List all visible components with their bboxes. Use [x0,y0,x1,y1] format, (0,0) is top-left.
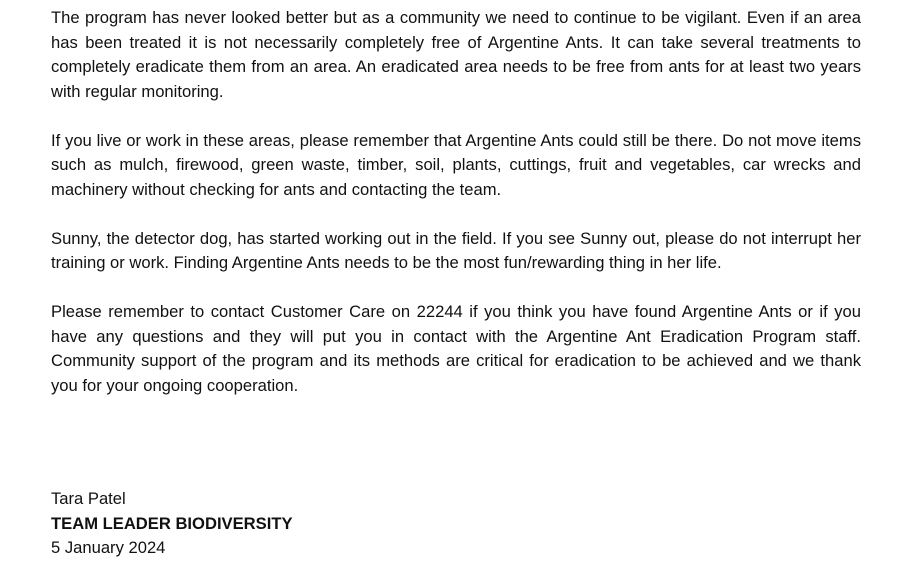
signature-block [51,487,551,561]
paragraph-vigilance: The program has never looked better but as a community we need to continue to be vigilant. Even if an area has been treated it is not necessarily completely free of Argentine Ants. It can take several treatments to completely eradicate them from an area. An eradicated area needs to be free from ants for at least two years with regular monitoring. [51,8,861,101]
signatory-title: TEAM LEADER BIODIVERSITY [51,513,293,533]
letter-date: 5 January 2024 [51,538,166,557]
letter-body [51,6,861,423]
signatory-name: Tara Patel [51,489,126,508]
paragraph-contact: Please remember to contact Customer Care on 22244 if you think you have found Argentine Ants or if you have any questions and they will put you in contact with the Argentine Ant Eradication Program staff. Community support of the program and its methods are critical for eradication to be achieved and we thank you for your ongoing cooperation. [51,302,861,395]
paragraph-detector-dog: Sunny, the detector dog, has started working out in the field. If you see Sunny out, please do not interrupt her training or work. Finding Argentine Ants needs to be the most fun/rewarding thing in her life. [51,228,861,272]
paragraph-moving-items: If you live or work in these areas, please remember that Argentine Ants could still be there. Do not move items such as mulch, firewood, green waste, timber, soil, plants, cuttings, fruit and vegetables, car wrecks and machinery without checking for ants and contacting the team. [51,130,861,199]
